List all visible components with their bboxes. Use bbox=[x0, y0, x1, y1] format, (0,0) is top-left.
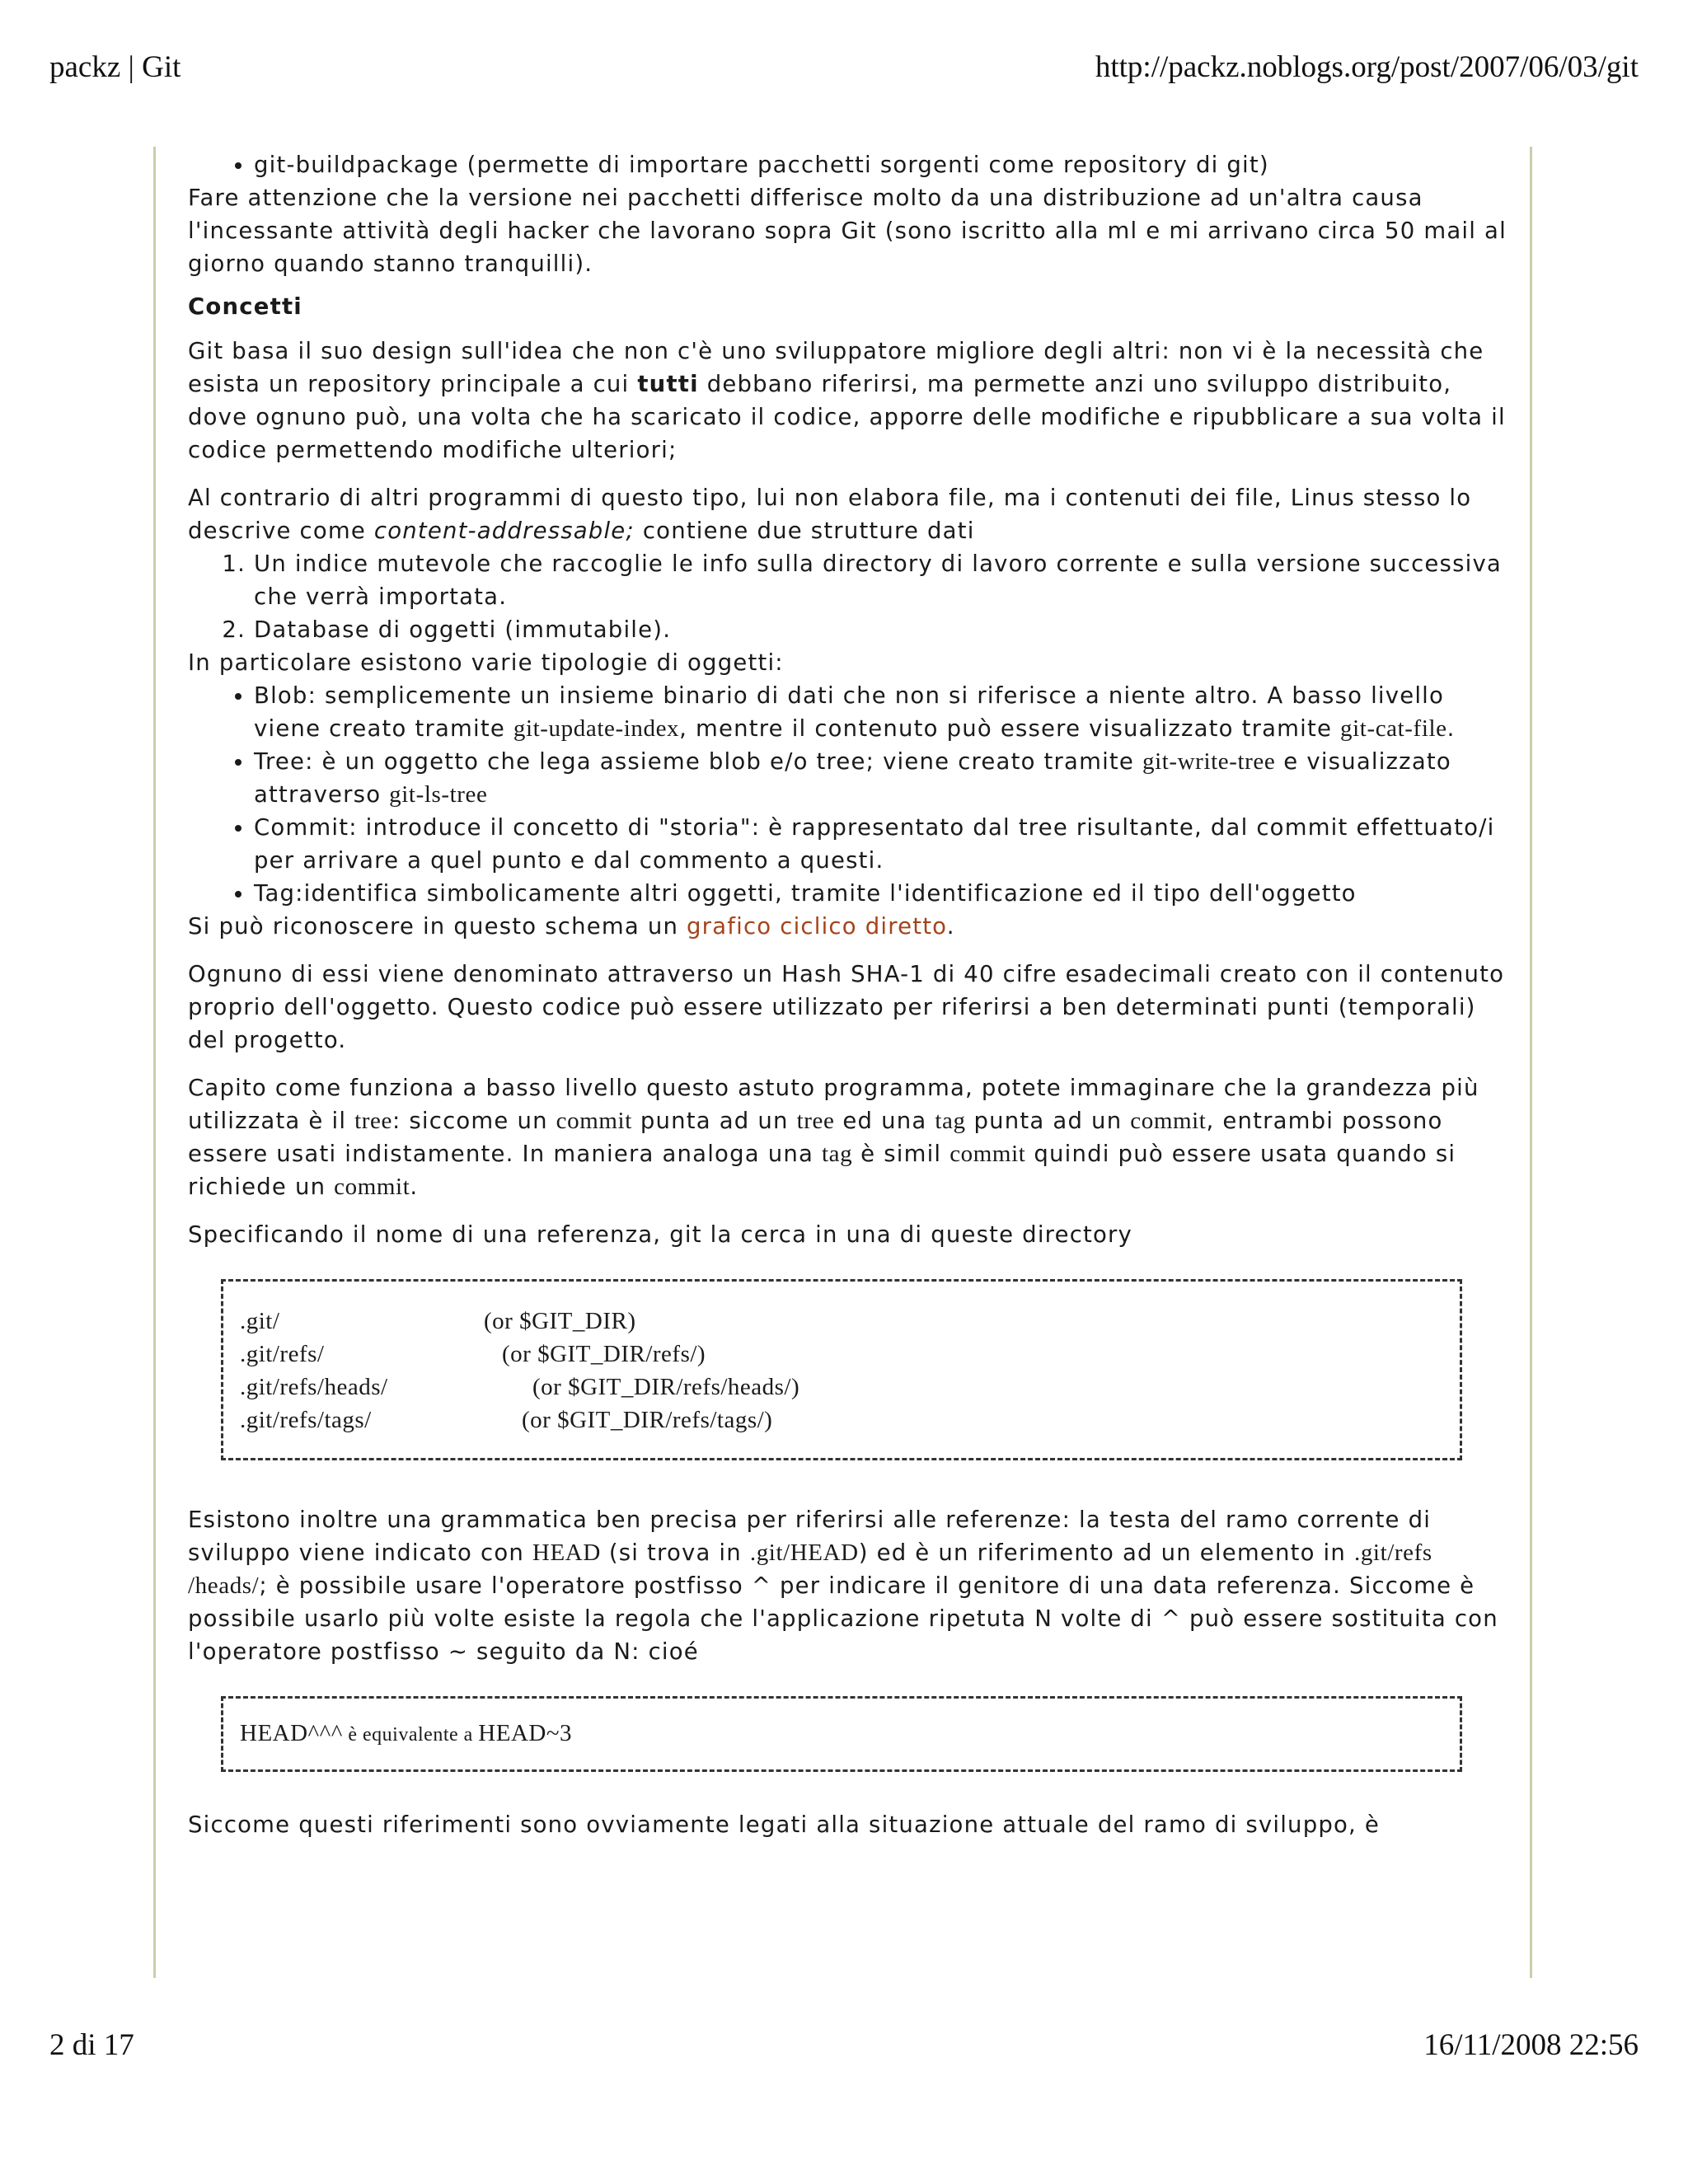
code-block-head-example bbox=[221, 1696, 1462, 1772]
list-item-commit: • Commit: introduce il concetto di "storia": è rappresentato dal tree risultante, dal commit effettuato/i per arrivare a quel punto e dal commento a questi. bbox=[254, 811, 1507, 877]
code-line: .git/refs/ (or $GIT_DIR/refs/) bbox=[240, 1341, 706, 1367]
paragraph-last: Siccome questi riferimenti sono ovviamente legati alla situazione attuale del ramo di sviluppo, è bbox=[188, 1811, 1381, 1838]
paragraph-object-types: In particolare esistono varie tipologie di oggetti: bbox=[188, 649, 784, 676]
left-border-rule bbox=[153, 147, 156, 1978]
list-item-tag: • Tag:identifica simbolicamente altri oggetti, tramite l'identificazione ed il tipo dell'oggetto bbox=[254, 877, 1507, 910]
section-heading-concetti: Concetti bbox=[188, 293, 302, 320]
print-datetime: 16/11/2008 22:56 bbox=[1423, 2028, 1639, 2062]
browser-page-title: packz | Git bbox=[49, 50, 181, 84]
code-line: .git/ (or $GIT_DIR) bbox=[240, 1308, 636, 1334]
paragraph-reference-dirs: Specificando il nome di una referenza, git la cerca in una di queste directory bbox=[188, 1221, 1132, 1248]
package-list bbox=[188, 148, 1507, 181]
page-url: http://packz.noblogs.org/post/2007/06/03/git bbox=[1095, 50, 1639, 84]
list-item: • git-buildpackage (permette di importare pacchetti sorgenti come repository di git) bbox=[254, 148, 1507, 181]
link-grafico-ciclico-diretto[interactable]: grafico ciclico diretto bbox=[687, 913, 947, 940]
list-item: 2. Database di oggetti (immutabile). bbox=[254, 613, 1507, 646]
data-structures-list bbox=[188, 547, 1507, 646]
code-line: .git/refs/tags/ (or $GIT_DIR/refs/tags/) bbox=[240, 1407, 773, 1433]
list-item-blob: • Blob: semplicemente un insieme binario di dati che non si riferisce a niente altro. A basso livello viene creato tramite git-update-index, mentre il contenuto può essere visualizzato tramite git-cat-file. bbox=[254, 679, 1507, 745]
list-item-tree: • Tree: è un oggetto che lega assieme blob e/o tree; viene creato tramite git-write-tree e visualizzato attraverso git-ls-tree bbox=[254, 745, 1507, 811]
paragraph-grammar: Esistono inoltre una grammatica ben precisa per riferirsi alle referenze: la testa del ramo corrente di sviluppo viene indicato con HEAD (si trova in .git/HEAD) ed è un riferimento ad un elemento in .git/refs /heads/; è possibile usare l'operatore postfisso ^ per indicare il genitore di una data referenza. Siccome è possibile usarlo più volte esiste la regola che l'applicazione ripetuta N volte di ^ può essere sostituita con l'operatore postfisso ~ seguito da N: cioé bbox=[188, 1507, 1498, 1665]
code-block-directories bbox=[221, 1279, 1462, 1460]
paragraph-tree-usage: Capito come funziona a basso livello questo astuto programma, potete immaginare che la grandezza più utilizzata è il tree: siccome un commit punta ad un tree ed una tag punta ad un commit, entrambi possono essere usati indistamente. In maniera analoga una tag è simil commit quindi può essere usata quando si richiede un commit. bbox=[188, 1075, 1479, 1200]
code-line: HEAD^^^ è equivalente a HEAD~3 bbox=[240, 1720, 573, 1746]
paragraph-content-addressable: Al contrario di altri programmi di questo tipo, lui non elabora file, ma i contenuti dei file, Linus stesso lo descrive come content-addressable; contiene due strutture dati bbox=[188, 485, 1472, 544]
paragraph-schema: Si può riconoscere in questo schema un grafico ciclico diretto. bbox=[188, 913, 955, 940]
right-border-rule bbox=[1530, 147, 1532, 1978]
paragraph-version-note: Fare attenzione che la versione nei pacchetti differisce molto da una distribuzione ad un'altra causa l'incessante attività degli hacker che lavorano sopra Git (sono iscritto alla ml e mi arrivano circa 50 mail al giorno quando stanno tranquilli). bbox=[188, 185, 1507, 277]
page-indicator: 2 di 17 bbox=[49, 2028, 134, 2062]
paragraph-hash: Ognuno di essi viene denominato attraverso un Hash SHA-1 di 40 cifre esadecimali creato con il contenuto proprio dell'oggetto. Questo codice può essere utilizzato per riferirsi a ben determinati punti (temporali) del progetto. bbox=[188, 961, 1505, 1053]
code-line: .git/refs/heads/ (or $GIT_DIR/refs/heads/) bbox=[240, 1374, 800, 1400]
paragraph-design: Git basa il suo design sull'idea che non c'è uno sviluppatore migliore degli altri: non vi è la necessità che esista un repository principale a cui tutti debbano riferirsi, ma permette anzi uno sviluppo distribuito, dove ognuno può, una volta che ha scaricato il codice, apporre delle modifiche e ripubblicare a sua volta il codice permettendo modifiche ulteriori; bbox=[188, 338, 1506, 463]
object-types-list bbox=[188, 679, 1507, 910]
article-body bbox=[188, 148, 1507, 1841]
list-item: 1. Un indice mutevole che raccoglie le info sulla directory di lavoro corrente e sulla versione successiva che verrà importata. bbox=[254, 547, 1507, 613]
